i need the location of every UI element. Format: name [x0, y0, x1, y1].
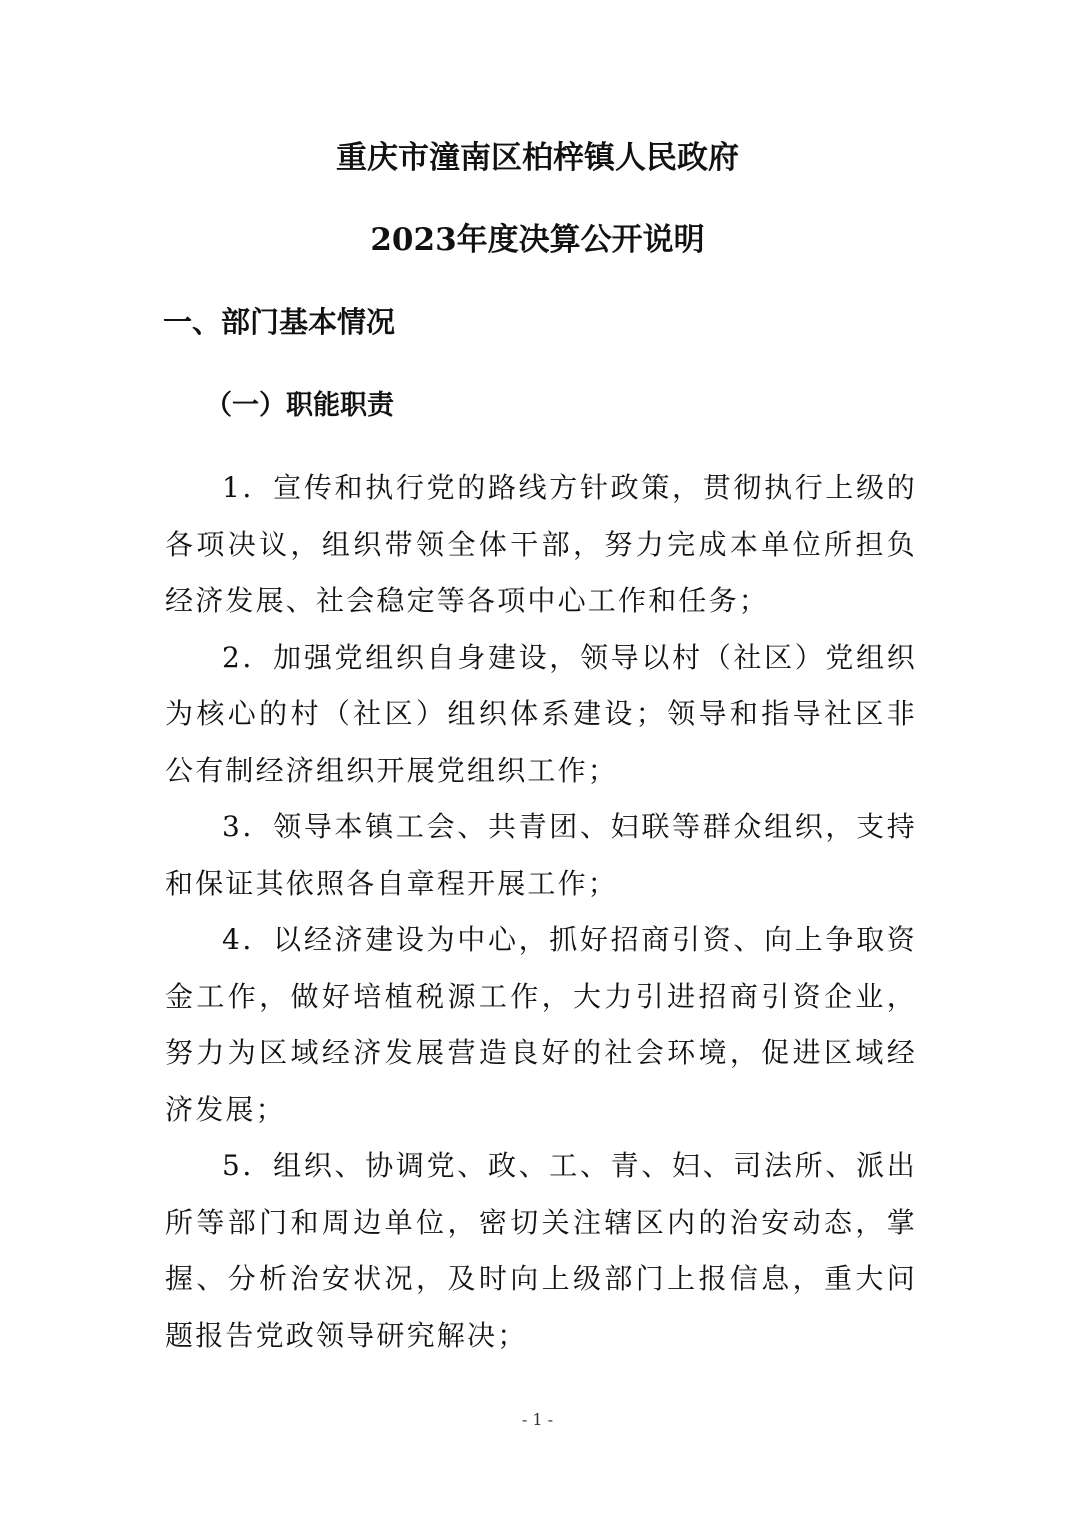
paragraph-2: 2．加强党组织自身建设，领导以村（社区）党组织为核心的村（社区）组织体系建设；领导和指导社区非公有制经济组织开展党组织工作；	[165, 640, 917, 787]
sub-heading: （一）职能职责	[205, 390, 394, 421]
section-heading: 一、部门基本情况	[163, 305, 396, 339]
paragraph-5: 5．组织、协调党、政、工、青、妇、司法所、派出所等部门和周边单位，密切关注辖区内的治安动态，掌握、分析治安状况，及时向上级部门上报信息，重大问题报告党政领导研究解决；	[165, 1149, 917, 1352]
document-title: 重庆市潼南区柏梓镇人民政府	[336, 140, 739, 176]
document-subtitle: 2023年度决算公开说明	[370, 222, 705, 258]
paragraph-4: 4．以经济建设为中心，抓好招商引资、向上争取资金工作，做好培植税源工作，大力引进招商引资企业，努力为区域经济发展营造良好的社会环境，促进区域经济发展；	[165, 923, 917, 1126]
paragraph-3: 3．领导本镇工会、共青团、妇联等群众组织，支持和保证其依照各自章程开展工作；	[165, 810, 917, 900]
paragraph-1: 1．宣传和执行党的路线方针政策，贯彻执行上级的各项决议，组织带领全体干部，努力完成本单位所担负经济发展、社会稳定等各项中心工作和任务；	[165, 471, 917, 617]
body-text	[165, 460, 917, 1364]
page-number: - 1 -	[521, 1410, 554, 1429]
